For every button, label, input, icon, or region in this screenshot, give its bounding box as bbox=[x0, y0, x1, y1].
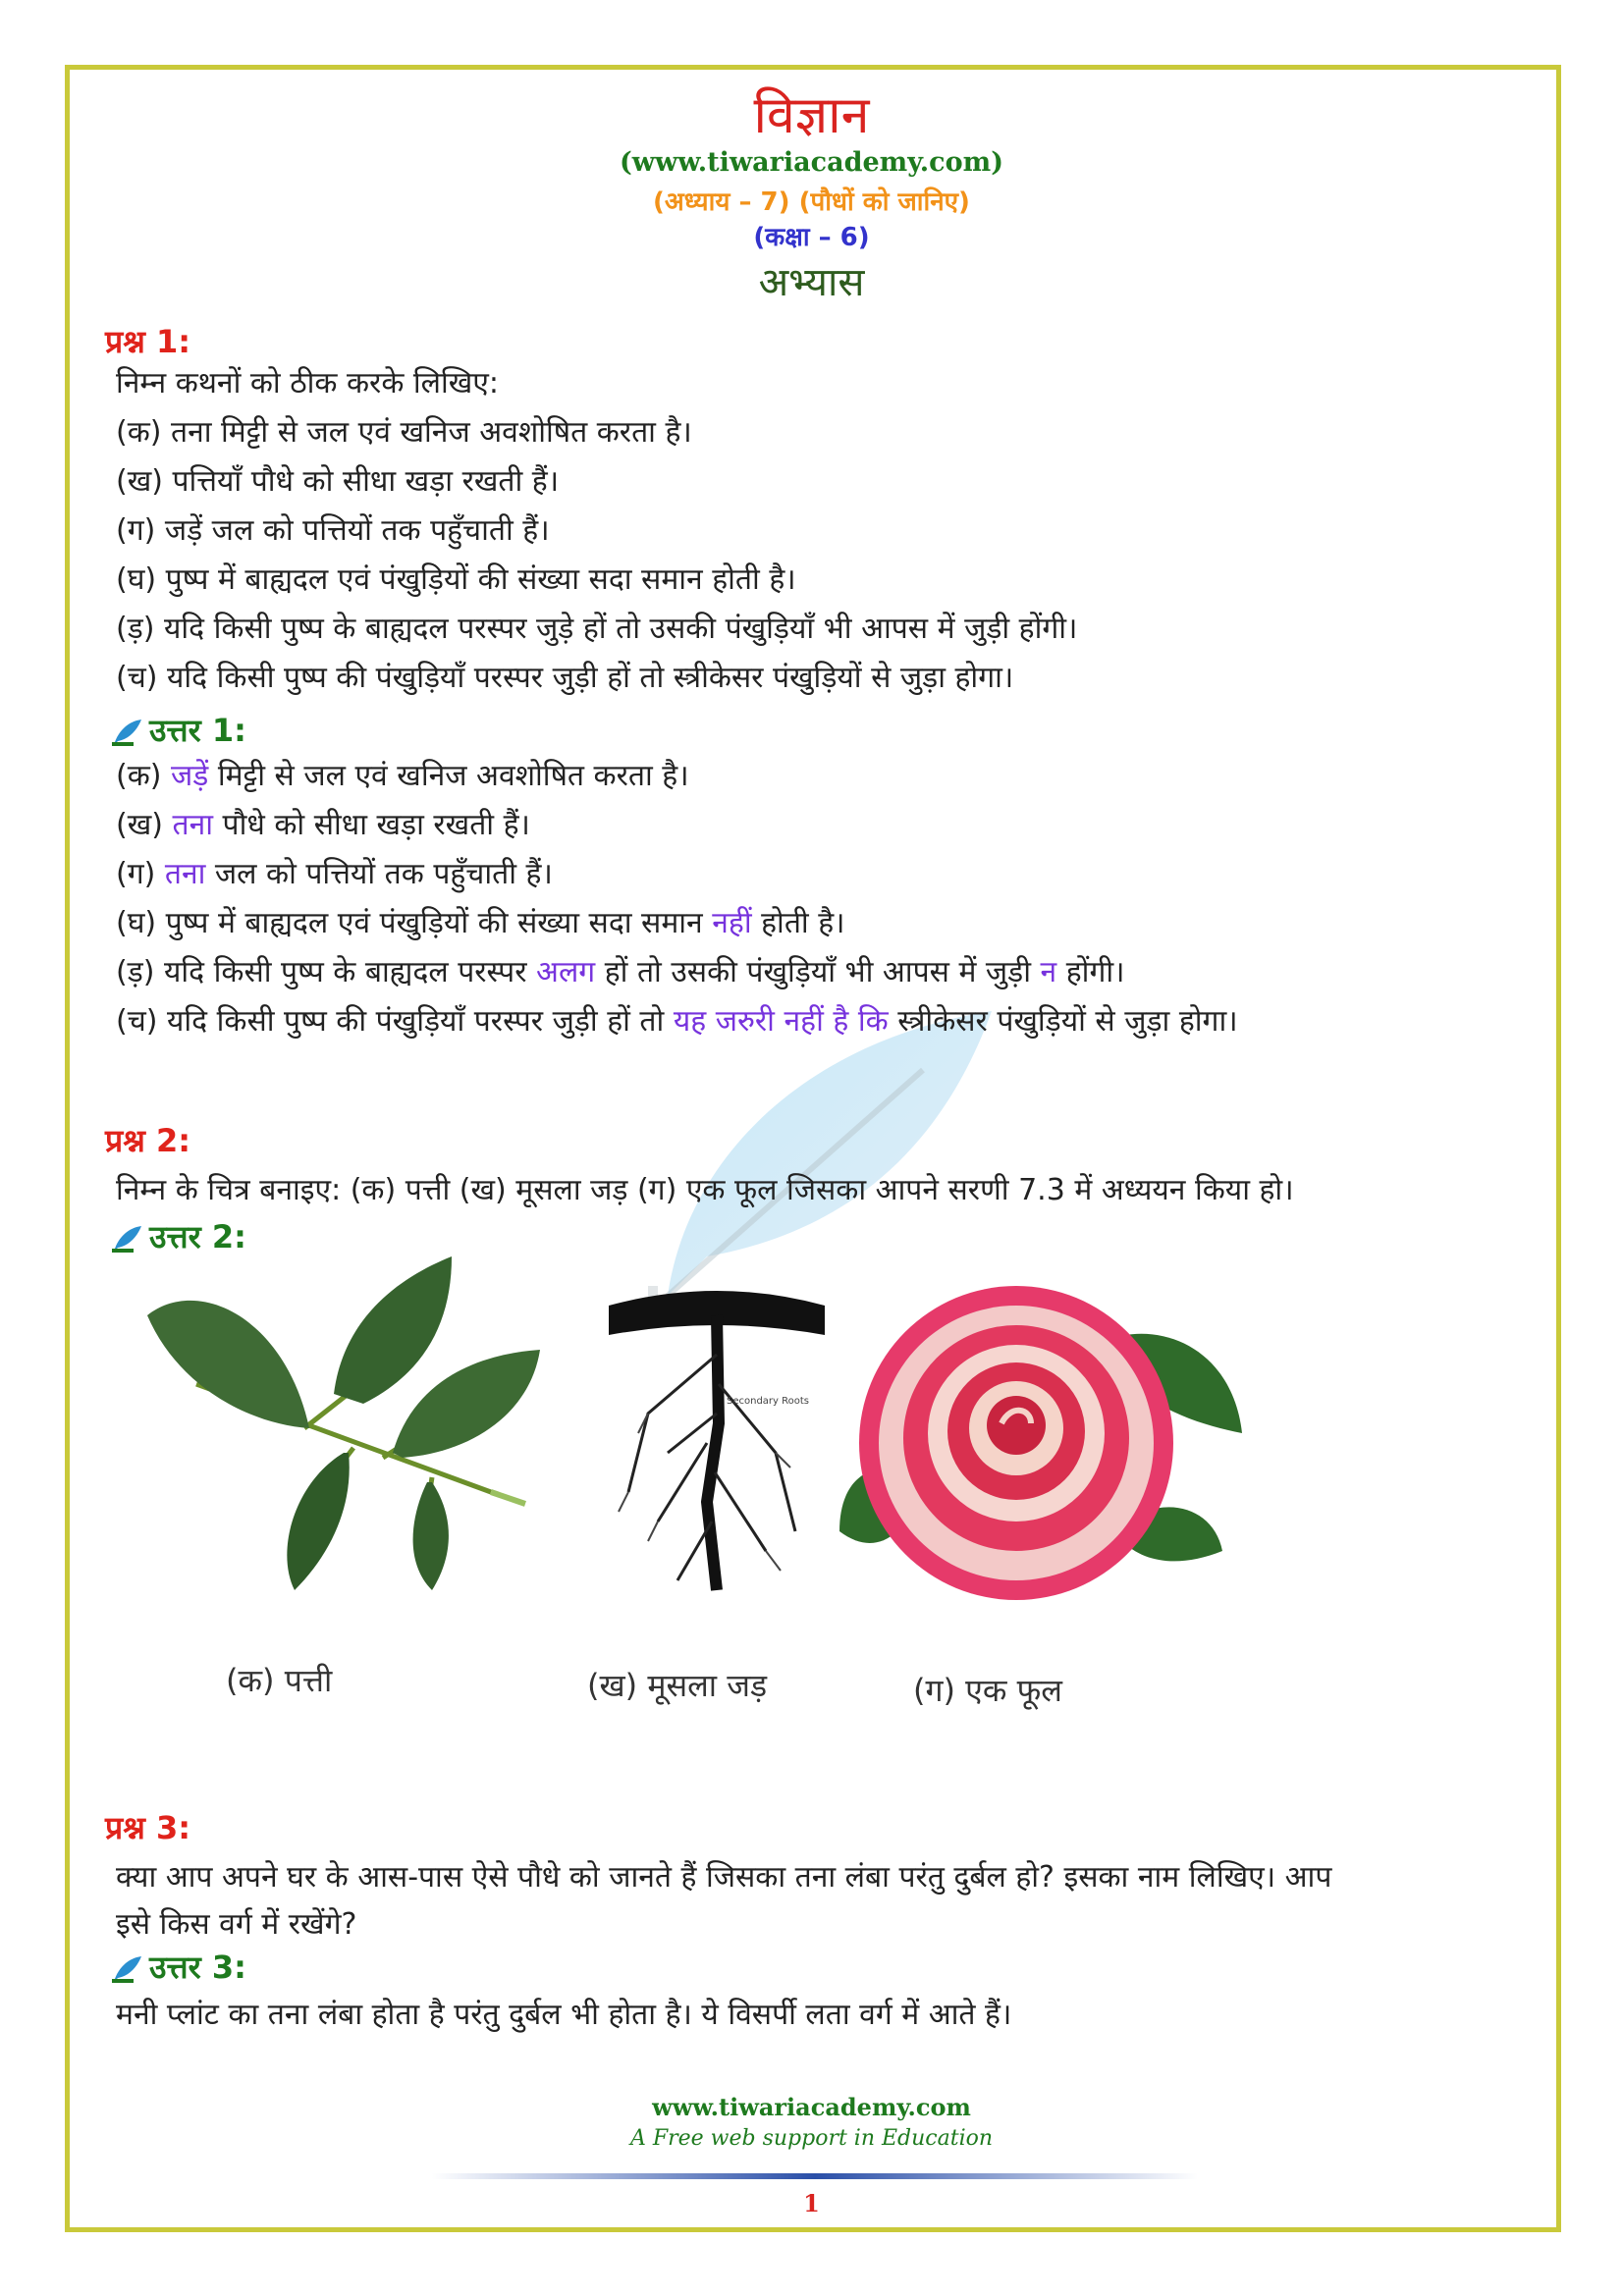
footer-divider bbox=[432, 2173, 1198, 2179]
site-url[interactable]: (www.tiwariacademy.com) bbox=[620, 147, 1003, 178]
taproot-caption: (ख) मूसला जड़ bbox=[587, 1667, 768, 1704]
question-2-text: निम्न के चित्र बनाइए: (क) पत्ती (ख) मूसला जड़ (ग) एक फूल जिसका आपने सरणी 7.3 में अध्ययन किया हो। bbox=[116, 1173, 1294, 1207]
question-1-item: (च) यदि किसी पुष्प की पंखुड़ियाँ परस्पर जुड़ी हों तो स्त्रीकेसर पंखुड़ियों से जुड़ा होगा। bbox=[116, 661, 1014, 695]
question-3-label: प्रश्न 3: bbox=[105, 1809, 191, 1846]
page-number: 1 bbox=[803, 2189, 820, 2217]
feather-icon bbox=[110, 1954, 143, 1984]
rose-illustration bbox=[820, 1276, 1252, 1629]
question-3-text: इसे किस वर्ग में रखेंगे? bbox=[116, 1907, 357, 1942]
leaf-illustration bbox=[137, 1256, 560, 1590]
question-2-label: प्रश्न 2: bbox=[105, 1122, 191, 1159]
answer-3-label: उत्तर 3: bbox=[110, 1946, 246, 1988]
page-title: विज्ञान bbox=[753, 86, 870, 145]
feather-watermark bbox=[628, 1001, 1001, 1315]
leaf-caption: (क) पत्ती bbox=[226, 1662, 333, 1699]
question-1-item: (घ) पुष्प में बाह्यदल एवं पंखुड़ियों की संख्या सदा समान होती है। bbox=[116, 562, 796, 597]
question-1-label: प्रश्न 1: bbox=[105, 323, 191, 360]
question-1-item: (ग) जड़ें जल को पत्तियों तक पहुँचाती हैं। bbox=[116, 513, 550, 548]
answer-1-item: (ख) तना पौधे को सीधा खड़ा रखती हैं। bbox=[116, 808, 530, 842]
question-1-item: (ख) पत्तियाँ पौधे को सीधा खड़ा रखती हैं। bbox=[116, 464, 560, 499]
answer-1-item: (घ) पुष्प में बाह्यदल एवं पंखुड़ियों की संख्या सदा समान नहीं होती है। bbox=[116, 906, 845, 940]
answer-1-item: (ड़) यदि किसी पुष्प के बाह्यदल परस्पर अलग हों तो उसकी पंखुड़ियाँ भी आपस में जुड़ी न होंगी। bbox=[116, 955, 1125, 989]
answer-1-item: (क) जड़ें मिट्टी से जल एवं खनिज अवशोषित करता है। bbox=[116, 759, 689, 793]
taproot-illustration bbox=[609, 1276, 825, 1600]
question-1-item: (क) तना मिट्टी से जल एवं खनिज अवशोषित करता है। bbox=[116, 415, 692, 450]
feather-icon bbox=[110, 1224, 143, 1254]
feather-icon bbox=[110, 718, 143, 747]
grade-label: (कक्षा – 6) bbox=[753, 223, 870, 252]
answer-1-label: उत्तर 1: bbox=[110, 709, 246, 751]
question-1-intro: निम्न कथनों को ठीक करके लिखिए: bbox=[116, 366, 500, 400]
section-heading: अभ्यास bbox=[758, 260, 865, 305]
footer-site-url[interactable]: www.tiwariacademy.com bbox=[652, 2093, 971, 2121]
chapter-label: (अध्याय – 7) (पौधों को जानिए) bbox=[653, 187, 970, 217]
root-label: Secondary Roots bbox=[727, 1396, 810, 1407]
answer-1-item: (ग) तना जल को पत्तियों तक पहुँचाती हैं। bbox=[116, 857, 553, 891]
answer-1-item: (च) यदि किसी पुष्प की पंखुड़ियाँ परस्पर जुड़ी हों तो यह जरुरी नहीं है कि स्त्रीकेसर पंखुड़ियों से जुड़ा होगा। bbox=[116, 1004, 1238, 1039]
question-3-text: क्या आप अपने घर के आस-पास ऐसे पौधे को जानते हैं जिसका तना लंबा परंतु दुर्बल हो? इसका नाम लिखिए। आप bbox=[116, 1860, 1332, 1895]
answer-2-label: उत्तर 2: bbox=[110, 1215, 246, 1257]
question-1-item: (ड़) यदि किसी पुष्प के बाह्यदल परस्पर जुड़े हों तो उसकी पंखुड़ियाँ भी आपस में जुड़ी होंगी। bbox=[116, 612, 1078, 646]
answer-3-text: मनी प्लांट का तना लंबा होता है परंतु दुर्बल भी होता है। ये विसर्पी लता वर्ग में आते हैं। bbox=[116, 1998, 1012, 2032]
footer-tagline: A Free web support in Education bbox=[629, 2126, 994, 2151]
flower-caption: (ग) एक फूल bbox=[913, 1672, 1062, 1709]
